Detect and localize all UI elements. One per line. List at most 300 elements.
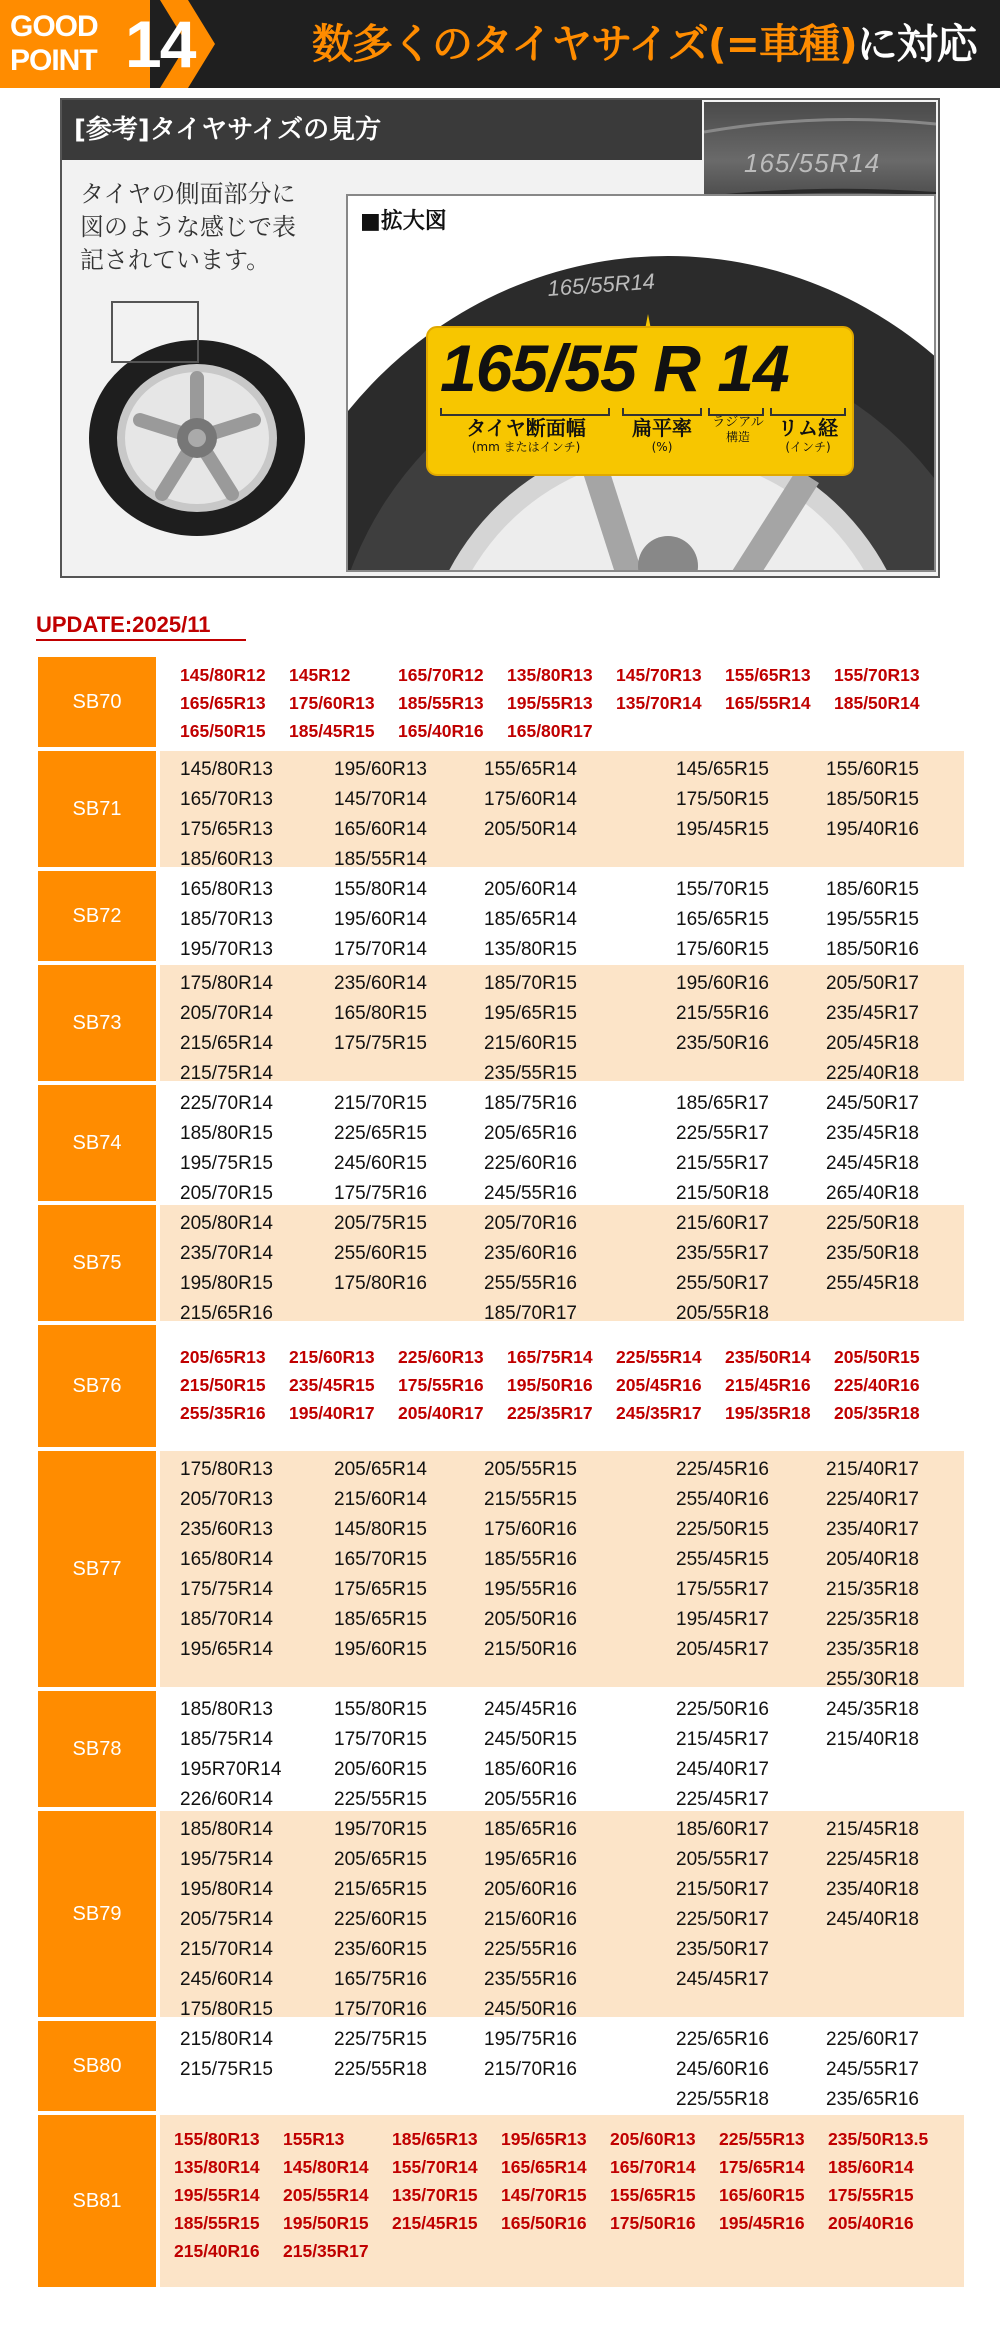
table-row (38, 1325, 964, 1447)
tire-size-cell: 195/40R16 (826, 819, 919, 840)
tire-size-cell: 185/75R16 (484, 1093, 577, 1114)
tire-size-cell: 245/60R16 (676, 2059, 769, 2080)
tire-size-cell: 195/60R14 (334, 909, 427, 930)
tire-size-cell: 245/60R14 (180, 1969, 273, 1990)
tire-size-cell: 235/60R15 (334, 1939, 427, 1960)
tire-size-cell: 175/70R14 (334, 939, 427, 960)
tire-size-cell: 245/40R17 (676, 1759, 769, 1780)
tire-size-cell: 175/60R13 (289, 693, 375, 713)
tire-size-cell: 205/70R14 (180, 1003, 273, 1024)
tire-size-cell (334, 2085, 484, 2115)
tire-size-cell: 165/70R15 (334, 1549, 427, 1570)
tire-size-cell: 225/55R18 (334, 2059, 427, 2080)
tire-size-cell: 195/55R15 (826, 909, 919, 930)
tire-size-cell: 175/80R14 (180, 973, 273, 994)
tire-size-cell: 185/65R14 (484, 909, 577, 930)
row-sizes (160, 657, 964, 747)
tire-size-cell (180, 2085, 334, 2115)
tire-size-cell: 235/50R13.5 (828, 2129, 929, 2149)
table-row (38, 2021, 964, 2111)
ratio-bracket (622, 408, 702, 416)
tire-size-reference-panel (60, 98, 940, 578)
tire-size-cell: 225/40R18 (826, 1063, 919, 1084)
tire-size-cell: 165/60R14 (334, 819, 427, 840)
row-label: SB79 (38, 1811, 156, 2017)
tire-size-cell (826, 1965, 976, 1995)
tire-size-cell: 265/40R18 (826, 1183, 919, 1204)
tire-size-cell: 225/55R13 (719, 2129, 805, 2149)
tire-size-cell: 135/70R15 (392, 2185, 478, 2205)
width-bracket (440, 408, 610, 416)
tire-size-cell: 205/55R18 (676, 1303, 769, 1324)
tire-size-cell: 205/55R17 (676, 1849, 769, 1870)
tire-size-cell: 145/70R15 (501, 2185, 587, 2205)
tire-size-cell: 195/50R15 (283, 2213, 369, 2233)
tire-size-cell: 165/50R15 (180, 721, 266, 741)
row-label: SB74 (38, 1085, 156, 1201)
tire-size-cell: 185/75R14 (180, 1729, 273, 1750)
tire-size-cell: 165/70R12 (398, 665, 484, 685)
tire-size-cell: 235/65R16 (826, 2089, 919, 2110)
row-label: SB70 (38, 657, 156, 747)
tire-size-cell: 255/30R18 (826, 1669, 919, 1690)
tire-size-cell: 215/60R15 (484, 1033, 577, 1054)
table-row (38, 871, 964, 961)
tire-size-cell: 235/55R16 (484, 1969, 577, 1990)
tire-size-cell: 185/60R15 (826, 879, 919, 900)
tire-size-cell: 165/60R15 (719, 2185, 805, 2205)
tire-size-cell: 165/80R15 (334, 1003, 427, 1024)
table-row (38, 1811, 964, 2020)
tire-size-cell: 195/35R18 (725, 1403, 811, 1423)
tire-size-cell: 155/80R13 (174, 2129, 260, 2149)
size-code: 165/55 R 14 (440, 331, 789, 405)
table-row (38, 1205, 964, 1324)
tire-size-cell: 205/60R16 (484, 1879, 577, 1900)
row-sizes (160, 1325, 964, 1447)
tire-size-cell: 205/70R15 (180, 1183, 273, 1204)
tire-size-cell: 205/65R16 (484, 1123, 577, 1144)
tire-size-cell: 185/80R15 (180, 1123, 273, 1144)
tire-size-cell: 245/35R18 (826, 1699, 919, 1720)
tire-size-cell: 205/50R17 (826, 973, 919, 994)
tire-size-cell: 215/60R16 (484, 1909, 577, 1930)
tire-size-cell: 185/60R17 (676, 1819, 769, 1840)
tire-size-cell: 155/80R14 (334, 879, 427, 900)
tire-size-cell: 185/50R15 (826, 789, 919, 810)
tire-size-cell: 205/45R16 (616, 1375, 702, 1395)
good-point-label: GOOD POINT (10, 10, 98, 77)
tire-size-cell (484, 2085, 676, 2115)
row-sizes (160, 1205, 964, 1324)
tire-size-cell: 215/55R15 (484, 1489, 577, 1510)
tire-size-cell: 135/70R14 (616, 693, 702, 713)
tire-size-cell: 165/80R17 (507, 721, 593, 741)
tire-size-cell: 235/60R13 (180, 1519, 273, 1540)
update-underline (36, 639, 246, 641)
reference-title: [参考]タイヤサイズの見方 (74, 115, 382, 145)
tire-size-cell: 225/50R17 (676, 1909, 769, 1930)
tire-size-cell: 185/65R15 (334, 1609, 427, 1630)
tire-size-cell: 245/50R17 (826, 1093, 919, 1114)
tire-size-cell: 195/45R16 (719, 2213, 805, 2233)
tire-size-cell: 225/45R16 (676, 1459, 769, 1480)
tire-size-cell: 215/50R18 (676, 1183, 769, 1204)
row-sizes (160, 751, 964, 870)
tire-size-cell: 215/35R18 (826, 1579, 919, 1600)
tire-size-cell: 175/55R16 (398, 1375, 484, 1395)
tire-size-cell: 175/50R16 (610, 2213, 696, 2233)
tire-size-cell: 215/55R16 (676, 1003, 769, 1024)
tire-size-cell: 165/75R14 (507, 1347, 593, 1367)
label-aspect-ratio: 扁平率 (%) (632, 416, 692, 454)
label-section-width: タイヤ断面幅 (mm またはインチ) (466, 416, 586, 454)
tire-size-cell: 245/55R17 (826, 2059, 919, 2080)
tire-size-cell: 195/55R13 (507, 693, 593, 713)
tire-size-cell: 205/55R14 (283, 2185, 369, 2205)
tire-size-cell: 155/70R14 (392, 2157, 478, 2177)
tire-size-cell: 235/45R15 (289, 1375, 375, 1395)
tire-size-cell: 215/45R16 (725, 1375, 811, 1395)
tire-size-cell: 195/45R15 (676, 819, 769, 840)
tire-size-cell: 175/60R15 (676, 939, 769, 960)
tire-size-cell: 215/65R16 (180, 1303, 273, 1324)
tire-size-cell: 255/55R16 (484, 1273, 577, 1294)
tire-size-cell: 195/60R16 (676, 973, 769, 994)
tire-size-cell: 185/80R14 (180, 1819, 273, 1840)
tire-size-cell: 155R13 (283, 2129, 345, 2149)
tire-size-cell: 205/75R15 (334, 1213, 427, 1234)
tire-size-cell: 205/50R14 (484, 819, 577, 840)
tire-size-cell: 185/60R13 (180, 849, 273, 870)
tire-size-cell: 205/40R17 (398, 1403, 484, 1423)
tire-size-cell: 215/70R15 (334, 1093, 427, 1114)
tire-size-cell: 215/75R14 (180, 1063, 273, 1084)
tire-size-cell: 235/50R17 (676, 1939, 769, 1960)
tire-size-cell: 185/70R17 (484, 1303, 577, 1324)
tire-size-cell: 155/65R14 (484, 759, 577, 780)
tire-size-cell: 205/60R13 (610, 2129, 696, 2149)
tire-size-cell: 175/65R14 (719, 2157, 805, 2177)
row-label: SB72 (38, 871, 156, 961)
tire-size-cell: 195/60R15 (334, 1639, 427, 1660)
row-label: SB80 (38, 2021, 156, 2111)
tire-size-cell: 195/75R16 (484, 2029, 577, 2050)
tire-size-cell: 155/80R15 (334, 1699, 427, 1720)
tire-size-cell: 225/60R17 (826, 2029, 919, 2050)
tire-size-cell: 225/60R16 (484, 1153, 577, 1174)
tire-size-cell: 135/80R14 (174, 2157, 260, 2177)
tire-size-cell: 215/50R17 (676, 1879, 769, 1900)
tire-size-cell: 215/40R17 (826, 1459, 919, 1480)
tire-size-cell: 205/60R15 (334, 1759, 427, 1780)
tire-size-cell: 175/75R14 (180, 1579, 273, 1600)
tire-size-cell: 215/50R15 (180, 1375, 266, 1395)
tire-size-cell: 185/60R16 (484, 1759, 577, 1780)
tire-size-cell: 145R12 (289, 665, 351, 685)
tire-size-cell: 215/60R13 (289, 1347, 375, 1367)
tire-size-cell: 205/40R18 (826, 1549, 919, 1570)
row-sizes (160, 965, 964, 1084)
tire-size-cell: 215/50R16 (484, 1639, 577, 1660)
tire-size-cell: 155/65R13 (725, 665, 811, 685)
row-sizes (160, 1085, 964, 1204)
tire-size-cell: 175/70R16 (334, 1999, 427, 2020)
tire-size-cell: 215/60R17 (676, 1213, 769, 1234)
tire-size-cell: 215/55R17 (676, 1153, 769, 1174)
tire-size-cell: 145/70R13 (616, 665, 702, 685)
tire-size-cell: 235/60R16 (484, 1243, 577, 1264)
zoom-label: ■拡大図 (360, 209, 447, 234)
tire-size-cell: 205/65R14 (334, 1459, 427, 1480)
tire-size-cell: 195/55R16 (484, 1579, 577, 1600)
tire-size-cell: 175/70R15 (334, 1729, 427, 1750)
tire-size-cell: 185/45R15 (289, 721, 375, 741)
tire-size-cell: 235/40R17 (826, 1519, 919, 1540)
row-sizes (160, 2021, 964, 2111)
tire-size-cell: 235/35R18 (826, 1639, 919, 1660)
row-label: SB78 (38, 1691, 156, 1807)
header-title (312, 16, 977, 72)
tire-size-cell: 175/75R16 (334, 1183, 427, 1204)
update-date: UPDATE:2025/11 (36, 612, 211, 637)
tire-size-cell: 225/55R17 (676, 1123, 769, 1144)
table-row (38, 751, 964, 870)
tire-size-cell: 165/80R14 (180, 1549, 273, 1570)
tire-size-cell: 135/80R15 (484, 939, 577, 960)
tire-size-cell: 205/80R14 (180, 1213, 273, 1234)
tire-size-cell: 185/55R13 (398, 693, 484, 713)
tire-size-cell: 185/70R15 (484, 973, 577, 994)
tire-size-cell: 235/50R16 (676, 1033, 769, 1054)
row-label: SB77 (38, 1451, 156, 1687)
tire-size-cell: 195/45R17 (676, 1609, 769, 1630)
tire-size-cell: 205/70R13 (180, 1489, 273, 1510)
tire-size-cell: 195/80R15 (180, 1273, 273, 1294)
row-label: SB76 (38, 1325, 156, 1447)
tire-size-cell: 205/75R14 (180, 1909, 273, 1930)
tire-size-cell: 225/50R15 (676, 1519, 769, 1540)
tire-size-cell: 235/60R14 (334, 973, 427, 994)
label-rim-diameter: リム経 (インチ) (778, 416, 838, 454)
tire-size-cell: 175/60R16 (484, 1519, 577, 1540)
tire-size-cell: 175/65R15 (334, 1579, 427, 1600)
tire-size-cell: 175/55R15 (828, 2185, 914, 2205)
tire-size-cell: 226/60R14 (180, 1789, 273, 1810)
tire-size-cell: 255/40R16 (676, 1489, 769, 1510)
zoom-diagram (346, 194, 936, 572)
tire-size-cell: 155/65R15 (610, 2185, 696, 2205)
tire-size-cell: 165/70R13 (180, 789, 273, 810)
tire-size-cell: 225/50R16 (676, 1699, 769, 1720)
tire-size-cell: 225/60R13 (398, 1347, 484, 1367)
tire-size-cell: 145/70R14 (334, 789, 427, 810)
tire-size-cell: 185/50R16 (826, 939, 919, 960)
tire-size-cell: 155/70R13 (834, 665, 920, 685)
tire-size-cell: 245/35R17 (616, 1403, 702, 1423)
tire-size-cell: 155/70R15 (676, 879, 769, 900)
tire-size-cell: 215/80R14 (180, 2029, 273, 2050)
tire-size-cell: 215/75R15 (180, 2059, 273, 2080)
rim-bracket (770, 408, 846, 416)
row-sizes (160, 871, 964, 961)
tire-size-cell: 225/60R15 (334, 1909, 427, 1930)
tire-size-cell: 165/75R16 (334, 1969, 427, 1990)
wheel-illustration (82, 298, 312, 538)
tire-size-cell (826, 1935, 976, 1965)
tire-size-cell: 255/35R16 (180, 1403, 266, 1423)
tire-size-cell: 225/55R14 (616, 1347, 702, 1367)
tire-size-cell: 215/45R15 (392, 2213, 478, 2233)
tire-size-cell (826, 1755, 976, 1785)
tire-size-cell: 225/40R17 (826, 1489, 919, 1510)
tire-size-cell: 185/55R14 (334, 849, 427, 870)
tire-size-cell: 215/45R18 (826, 1819, 919, 1840)
tire-size-cell: 195/70R15 (334, 1819, 427, 1840)
tire-size-cell: 165/40R16 (398, 721, 484, 741)
tire-size-cell: 205/60R14 (484, 879, 577, 900)
tire-size-cell: 165/80R13 (180, 879, 273, 900)
tire-size-cell: 185/65R16 (484, 1819, 577, 1840)
tire-size-cell: 235/45R17 (826, 1003, 919, 1024)
tire-size-cell: 145/80R15 (334, 1519, 427, 1540)
tire-size-cell: 205/50R16 (484, 1609, 577, 1630)
table-row (38, 965, 964, 1084)
tire-size-cell: 195/75R15 (180, 1153, 273, 1174)
tire-size-cell: 215/65R15 (334, 1879, 427, 1900)
point-number: 14 (125, 7, 195, 81)
tire-size-cell: 225/45R18 (826, 1849, 919, 1870)
tire-size-cell: 205/55R15 (484, 1459, 577, 1480)
tire-size-cell: 175/80R16 (334, 1273, 427, 1294)
tire-size-cell: 165/65R14 (501, 2157, 587, 2177)
tire-size-cell: 225/40R16 (834, 1375, 920, 1395)
tire-size-cell: 245/50R15 (484, 1729, 577, 1750)
tire-size-cell: 165/55R14 (725, 693, 811, 713)
tire-size-cell: 205/45R17 (676, 1639, 769, 1660)
tire-size-cell: 175/80R15 (180, 1999, 273, 2020)
tire-size-cell: 255/50R17 (676, 1273, 769, 1294)
row-sizes (160, 1691, 964, 1810)
tire-size-cell: 205/70R16 (484, 1213, 577, 1234)
tire-size-cell: 235/50R14 (725, 1347, 811, 1367)
tire-size-cell: 205/35R18 (834, 1403, 920, 1423)
tire-size-cell: 165/65R15 (676, 909, 769, 930)
row-label: SB81 (38, 2115, 156, 2287)
photo-size-print: 165/55R14 (744, 148, 881, 178)
tire-size-cell: 195/70R13 (180, 939, 273, 960)
tire-size-cell: 135/80R13 (507, 665, 593, 685)
tire-size-cell: 205/50R15 (834, 1347, 920, 1367)
tire-size-cell: 205/65R15 (334, 1849, 427, 1870)
tire-size-cell: 195/50R16 (507, 1375, 593, 1395)
tire-size-cell: 195/65R13 (501, 2129, 587, 2149)
tire-size-cell: 195R70R14 (180, 1759, 282, 1780)
tire-size-cell: 195/65R14 (180, 1639, 273, 1660)
tire-size-cell: 175/50R15 (676, 789, 769, 810)
tire-size-cell: 215/60R14 (334, 1489, 427, 1510)
tire-size-cell: 225/55R16 (484, 1939, 577, 1960)
tire-size-cell: 165/65R13 (180, 693, 266, 713)
tire-size-cell: 215/65R14 (180, 1033, 273, 1054)
tire-size-cell: 195/60R13 (334, 759, 427, 780)
tire-size-cell: 225/45R17 (676, 1789, 769, 1810)
tire-size-cell: 235/70R14 (180, 1243, 273, 1264)
tire-size-cell: 215/35R17 (283, 2241, 369, 2261)
tire-size-cell: 205/45R18 (826, 1033, 919, 1054)
tire-size-cell: 245/45R18 (826, 1153, 919, 1174)
tire-size-cell: 225/35R18 (826, 1609, 919, 1630)
tire-size-cell: 185/70R14 (180, 1609, 273, 1630)
tire-size-cell: 235/45R18 (826, 1123, 919, 1144)
tire-size-cell: 175/65R13 (180, 819, 273, 840)
header-title-suffix: に対応 (856, 20, 977, 68)
tire-size-cell: 145/65R15 (676, 759, 769, 780)
tire-size-cell: 255/45R18 (826, 1273, 919, 1294)
tire-size-cell: 185/55R16 (484, 1549, 577, 1570)
size-callout (426, 326, 854, 476)
tire-size-cell: 215/70R14 (180, 1939, 273, 1960)
tire-size-cell: 225/65R15 (334, 1123, 427, 1144)
tire-size-cell: 225/65R16 (676, 2029, 769, 2050)
tire-size-cell: 175/75R15 (334, 1033, 427, 1054)
tire-size-cell: 255/60R15 (334, 1243, 427, 1264)
table-row (38, 1085, 964, 1204)
tire-size-cell: 165/70R14 (610, 2157, 696, 2177)
header-title-main: 数多くのタイヤサイズ(=車種) (312, 20, 857, 68)
tire-size-cell: 165/50R16 (501, 2213, 587, 2233)
header-banner (0, 0, 1000, 88)
tire-size-cell: 205/65R13 (180, 1347, 266, 1367)
tire-size-cell: 195/65R15 (484, 1003, 577, 1024)
tire-size-cell: 205/55R16 (484, 1789, 577, 1810)
tire-size-cell: 185/70R13 (180, 909, 273, 930)
tire-size-cell: 235/50R18 (826, 1243, 919, 1264)
tire-size-cell: 145/80R14 (283, 2157, 369, 2177)
tire-size-cell: 245/40R18 (826, 1909, 919, 1930)
tire-size-cell: 235/55R17 (676, 1243, 769, 1264)
tire-size-cell: 215/45R17 (676, 1729, 769, 1750)
row-label: SB75 (38, 1205, 156, 1321)
tire-size-cell: 225/35R17 (507, 1403, 593, 1423)
tire-size-cell: 225/70R14 (180, 1093, 273, 1114)
label-radial: ラジアル 構造 (712, 415, 764, 444)
tire-size-cell: 195/55R14 (174, 2185, 260, 2205)
tire-size-cell: 195/65R16 (484, 1849, 577, 1870)
table-row (38, 657, 964, 747)
reference-title-bar (62, 100, 702, 160)
tire-size-cell: 185/50R14 (834, 693, 920, 713)
tire-size-cell: 195/75R14 (180, 1849, 273, 1870)
table-row (38, 1451, 964, 1690)
tire-size-cell: 185/55R15 (174, 2213, 260, 2233)
sidewall-size-print: 165/55R14 (546, 268, 656, 301)
tire-size-cell: 225/75R15 (334, 2029, 427, 2050)
tire-size-cell: 215/40R18 (826, 1729, 919, 1750)
tire-size-cell: 235/40R18 (826, 1879, 919, 1900)
row-label: SB71 (38, 751, 156, 867)
table-row (38, 1691, 964, 1810)
tire-size-cell: 245/45R17 (676, 1969, 769, 1990)
row-sizes (160, 1811, 964, 2020)
tire-size-cell: 195/40R17 (289, 1403, 375, 1423)
tire-size-cell: 215/70R16 (484, 2059, 577, 2080)
row-label: SB73 (38, 965, 156, 1081)
tire-size-cell: 245/55R16 (484, 1183, 577, 1204)
row-sizes (160, 1451, 964, 1690)
tire-size-cell: 185/60R14 (828, 2157, 914, 2177)
reference-description: タイヤの側面部分に図のような感じで表記されています。 (80, 180, 296, 274)
